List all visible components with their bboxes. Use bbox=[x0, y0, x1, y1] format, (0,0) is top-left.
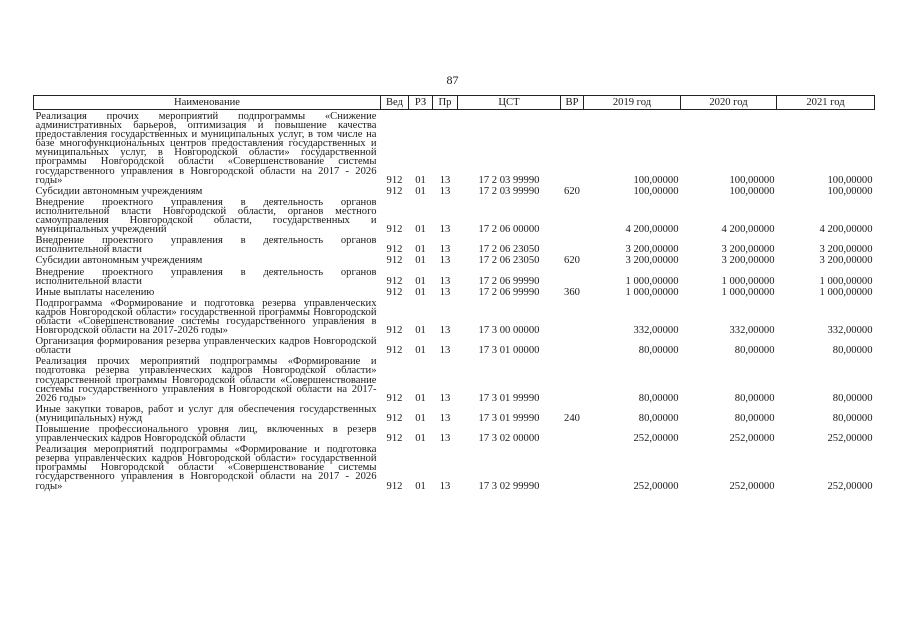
cell-2019: 3 200,00000 bbox=[625, 255, 679, 267]
cell-2020: 1 000,00000 bbox=[721, 275, 775, 287]
cell-pr: 13 bbox=[439, 185, 451, 197]
table-row bbox=[34, 185, 875, 196]
cell-cst: 17 2 03 99990 bbox=[478, 174, 540, 186]
cell-ved: 912 bbox=[386, 412, 403, 424]
cell-2020: 100,00000 bbox=[729, 174, 775, 186]
cell-vr: 620 bbox=[564, 255, 580, 267]
cell-rz: 01 bbox=[415, 392, 426, 404]
cell-ved: 912 bbox=[386, 255, 403, 267]
cell-2019: 3 200,00000 bbox=[625, 244, 679, 256]
budget-table bbox=[33, 95, 875, 491]
cell-pr: 13 bbox=[439, 412, 451, 424]
cell-rz: 01 bbox=[415, 433, 426, 445]
cell-2021: 252,00000 bbox=[827, 480, 873, 492]
table-row bbox=[34, 286, 875, 297]
cell-pr: 13 bbox=[439, 325, 451, 337]
table-row bbox=[34, 403, 875, 423]
cell-ved: 912 bbox=[386, 244, 403, 256]
cell-2019: 1 000,00000 bbox=[625, 286, 679, 298]
cell-ved: 912 bbox=[386, 185, 403, 197]
cell-ved: 912 bbox=[386, 345, 403, 357]
cell-cst: 17 3 02 99990 bbox=[478, 480, 540, 492]
table-row bbox=[34, 110, 875, 185]
cell-rz: 01 bbox=[415, 286, 426, 298]
cell-rz: 01 bbox=[415, 224, 426, 236]
cell-2020: 80,00000 bbox=[734, 392, 775, 404]
cell-2019: 332,00000 bbox=[633, 325, 679, 337]
cell-cst: 17 3 00 00000 bbox=[478, 325, 540, 337]
cell-vr: 360 bbox=[564, 286, 580, 298]
cell-2020: 3 200,00000 bbox=[721, 255, 775, 267]
cell-pr: 13 bbox=[439, 480, 451, 492]
table-row bbox=[34, 423, 875, 443]
cell-2020: 80,00000 bbox=[734, 412, 775, 424]
table-row bbox=[34, 297, 875, 335]
cell-2020: 80,00000 bbox=[734, 345, 775, 357]
column-header-name: Наименование bbox=[34, 96, 381, 110]
cell-rz: 01 bbox=[415, 325, 426, 337]
cell-rz: 01 bbox=[415, 255, 426, 267]
cell-name: Подпрограмма «Формирование и подготовка резерва управленческих кадров Новгородской области» государственной программы Новгородской области «Совершенствование системы государственного управления в Новгородской области на 2017-2026 годы» bbox=[35, 297, 377, 337]
cell-2021: 80,00000 bbox=[832, 392, 873, 404]
table-body bbox=[34, 110, 875, 491]
cell-pr: 13 bbox=[439, 255, 451, 267]
cell-2019: 252,00000 bbox=[633, 480, 679, 492]
cell-name: Субсидии автономным учреждениям bbox=[35, 185, 203, 197]
column-header-2020: 2020 год bbox=[681, 96, 777, 110]
cell-ved: 912 bbox=[386, 480, 403, 492]
cell-pr: 13 bbox=[439, 392, 451, 404]
cell-ved: 912 bbox=[386, 174, 403, 186]
cell-2021: 332,00000 bbox=[827, 325, 873, 337]
cell-name: Организация формирования резерва управленческих кадров Новгородской области bbox=[35, 336, 377, 357]
cell-name: Реализация прочих мероприятий подпрограммы «Снижение административных барьеров, оптимизация и повышение качества предоставления государственных и муниципальных услуг, в том числе на базе многофункциональных центров предоставления государственных и муниципальных услуг, в Новгородской области» государственной программы Новгородской области «Совершенствование системы государственного управления в Новгородской области на 2017 - 2026 годы» bbox=[35, 111, 377, 186]
cell-name: Субсидии автономным учреждениям bbox=[35, 255, 203, 267]
cell-2020: 252,00000 bbox=[729, 433, 775, 445]
cell-rz: 01 bbox=[415, 345, 426, 357]
column-header-pr: Пр bbox=[433, 96, 458, 110]
table-row bbox=[34, 234, 875, 254]
cell-2019: 1 000,00000 bbox=[625, 275, 679, 287]
cell-2021: 100,00000 bbox=[827, 185, 873, 197]
cell-ved: 912 bbox=[386, 275, 403, 287]
cell-rz: 01 bbox=[415, 174, 426, 186]
cell-rz: 01 bbox=[415, 185, 426, 197]
cell-cst: 17 3 02 00000 bbox=[478, 433, 540, 445]
table-row bbox=[34, 266, 875, 286]
cell-pr: 13 bbox=[439, 224, 451, 236]
cell-2019: 100,00000 bbox=[633, 174, 679, 186]
table-row bbox=[34, 355, 875, 402]
cell-2021: 100,00000 bbox=[827, 174, 873, 186]
cell-pr: 13 bbox=[439, 244, 451, 256]
cell-ved: 912 bbox=[386, 224, 403, 236]
cell-ved: 912 bbox=[386, 286, 403, 298]
cell-2020: 3 200,00000 bbox=[721, 244, 775, 256]
cell-rz: 01 bbox=[415, 275, 426, 287]
column-header-2019: 2019 год bbox=[584, 96, 681, 110]
cell-name: Повышение профессионального уровня лиц, включенных в резерв управленческих кадров Новгородской области bbox=[35, 424, 377, 445]
cell-2019: 100,00000 bbox=[633, 185, 679, 197]
cell-name: Внедрение проектного управления в деятельность органов исполнительной власти bbox=[35, 266, 377, 287]
page-number: 87 bbox=[446, 73, 459, 87]
table-row bbox=[34, 196, 875, 234]
cell-2019: 80,00000 bbox=[638, 412, 679, 424]
cell-cst: 17 2 06 99990 bbox=[478, 286, 540, 298]
cell-cst: 17 3 01 99990 bbox=[478, 392, 540, 404]
column-header-cst: ЦСТ bbox=[458, 96, 561, 110]
cell-vr bbox=[561, 335, 584, 355]
cell-2021: 80,00000 bbox=[832, 345, 873, 357]
cell-cst: 17 2 06 23050 bbox=[478, 244, 540, 256]
column-header-vr: ВР bbox=[561, 96, 584, 110]
cell-rz: 01 bbox=[415, 480, 426, 492]
cell-cst: 17 2 06 23050 bbox=[478, 255, 540, 267]
cell-name: Иные закупки товаров, работ и услуг для обеспечения государственных (муниципальных) нужд bbox=[35, 403, 377, 424]
table-row bbox=[34, 335, 875, 355]
cell-2020: 252,00000 bbox=[729, 480, 775, 492]
cell-2021: 252,00000 bbox=[827, 433, 873, 445]
cell-rz: 01 bbox=[415, 412, 426, 424]
column-header-ved: Вед bbox=[381, 96, 409, 110]
cell-pr: 13 bbox=[439, 275, 451, 287]
cell-2020: 1 000,00000 bbox=[721, 286, 775, 298]
cell-vr bbox=[561, 266, 584, 286]
cell-pr: 13 bbox=[439, 433, 451, 445]
cell-name: Иные выплаты населению bbox=[35, 286, 155, 298]
cell-ved: 912 bbox=[386, 433, 403, 445]
table-row bbox=[34, 443, 875, 490]
cell-2021: 80,00000 bbox=[832, 412, 873, 424]
cell-vr bbox=[561, 443, 584, 490]
cell-pr: 13 bbox=[439, 286, 451, 298]
cell-2020: 100,00000 bbox=[729, 185, 775, 197]
cell-rz: 01 bbox=[415, 244, 426, 256]
cell-cst: 17 3 01 00000 bbox=[478, 345, 540, 357]
table-row bbox=[34, 254, 875, 265]
column-header-2021: 2021 год bbox=[777, 96, 875, 110]
cell-name: Реализация мероприятий подпрограммы «Формирование и подготовка резерва управленческих кадров Новгородской области» государственной программы Новгородской области «Совершенствование системы государственного управления в Новгородской области на 2017 - 2026 годы» bbox=[35, 444, 377, 492]
table-header-row bbox=[34, 96, 875, 110]
cell-name: Реализация прочих мероприятий подпрограммы «Формирование и подготовка резерва управленческих кадров Новгородской области» государственной программы Новгородской области «Совершенствование системы государственного управления в Новгородской области на 2017-2026 годы» bbox=[35, 356, 377, 404]
cell-vr bbox=[561, 196, 584, 234]
cell-vr bbox=[561, 234, 584, 254]
cell-vr: 240 bbox=[564, 412, 580, 424]
cell-cst: 17 2 06 00000 bbox=[478, 224, 540, 236]
cell-2019: 252,00000 bbox=[633, 433, 679, 445]
cell-2021: 3 200,00000 bbox=[819, 244, 873, 256]
cell-2019: 80,00000 bbox=[638, 392, 679, 404]
cell-2020: 4 200,00000 bbox=[721, 224, 775, 236]
cell-2020: 332,00000 bbox=[729, 325, 775, 337]
cell-cst: 17 2 03 99990 bbox=[478, 185, 540, 197]
cell-ved: 912 bbox=[386, 392, 403, 404]
cell-2021: 3 200,00000 bbox=[819, 255, 873, 267]
cell-2019: 80,00000 bbox=[638, 345, 679, 357]
cell-name: Внедрение проектного управления в деятельность органов исполнительной власти Новгородской области, органов местного самоуправления Новгородской области, государственных и муниципальных учреждений bbox=[35, 196, 377, 236]
cell-2021: 4 200,00000 bbox=[819, 224, 873, 236]
cell-cst: 17 2 06 99990 bbox=[478, 275, 540, 287]
cell-pr: 13 bbox=[439, 345, 451, 357]
cell-vr bbox=[561, 423, 584, 443]
cell-vr bbox=[561, 355, 584, 402]
cell-2021: 1 000,00000 bbox=[819, 286, 873, 298]
cell-vr bbox=[561, 297, 584, 335]
column-header-rz: РЗ bbox=[409, 96, 433, 110]
cell-vr: 620 bbox=[564, 185, 580, 197]
cell-2021: 1 000,00000 bbox=[819, 275, 873, 287]
cell-vr bbox=[561, 110, 584, 185]
cell-ved: 912 bbox=[386, 325, 403, 337]
cell-2019: 4 200,00000 bbox=[625, 224, 679, 236]
cell-cst: 17 3 01 99990 bbox=[478, 412, 540, 424]
cell-name: Внедрение проектного управления в деятельность органов исполнительной власти bbox=[35, 235, 377, 256]
cell-pr: 13 bbox=[439, 174, 451, 186]
